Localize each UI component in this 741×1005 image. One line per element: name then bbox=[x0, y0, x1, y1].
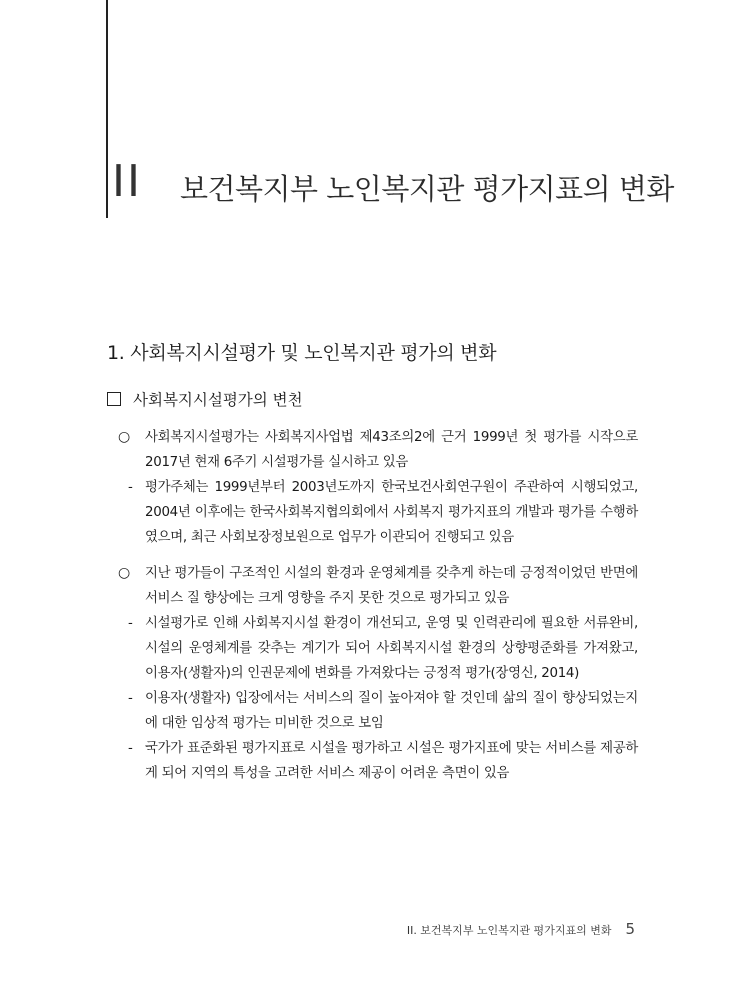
circle-bullet-icon: ○ bbox=[118, 429, 130, 445]
circle-bullet-icon: ○ bbox=[118, 565, 130, 581]
chapter-title: 보건복지부 노인복지관 평가지표의 변화 bbox=[180, 172, 674, 206]
page-number: 5 bbox=[625, 920, 635, 938]
dash-item bbox=[118, 611, 638, 686]
content-block-1 bbox=[118, 425, 638, 550]
bullet-text: 지난 평가들이 구조적인 시설의 환경과 운영체계를 갖추게 하는데 긍정적이었던 반면에 서비스 질 향상에는 크게 영향을 주지 못한 것으로 평가되고 있음 bbox=[145, 566, 638, 606]
subsection-heading bbox=[107, 388, 303, 410]
running-title: II. 보건복지부 노인복지관 평가지표의 변화 bbox=[406, 924, 612, 937]
chapter-number: II bbox=[112, 156, 142, 207]
subsection-title: 사회복지시설평가의 변천 bbox=[133, 391, 303, 409]
dash-text: 시설평가로 인해 사회복지시설 환경이 개선되고, 운영 및 인력관리에 필요한 서류완비, 시설의 운영체계를 갖추는 계기가 되어 사회복지시설 환경의 상향평준화를 가져왔고, 이용자(생활자)의 인권문제에 변화를 가져왔다는 긍정적 평가(장영신, 2014) bbox=[145, 616, 638, 681]
dash-marker: - bbox=[128, 691, 133, 706]
dash-item bbox=[118, 475, 638, 550]
dash-marker: - bbox=[128, 480, 133, 495]
dash-text: 이용자(생활자) 입장에서는 서비스의 질이 높아져야 할 것인데 삶의 질이 향상되었는지에 대한 임상적 평가는 미비한 것으로 보임 bbox=[145, 691, 638, 731]
dash-marker: - bbox=[128, 741, 133, 756]
dash-text: 국가가 표준화된 평가지표로 시설을 평가하고 시설은 평가지표에 맞는 서비스를 제공하게 되어 지역의 특성을 고려한 서비스 제공이 어려운 측면이 있음 bbox=[145, 741, 638, 781]
bullet-item bbox=[118, 561, 638, 611]
chapter-rule bbox=[106, 0, 108, 218]
dash-text: 평가주체는 1999년부터 2003년도까지 한국보건사회연구원이 주관하여 시행되었고, 2004년 이후에는 한국사회복지협의회에서 사회복지 평가지표의 개발과 평가를 수행하였으며, 최근 사회보장정보원으로 업무가 이관되어 진행되고 있음 bbox=[145, 480, 638, 545]
dash-marker: - bbox=[128, 616, 133, 631]
dash-item bbox=[118, 686, 638, 736]
content-block-2 bbox=[118, 561, 638, 786]
section-title: 1. 사회복지시설평가 및 노인복지관 평가의 변화 bbox=[107, 342, 497, 364]
dash-item bbox=[118, 736, 638, 786]
bullet-text: 사회복지시설평가는 사회복지사업법 제43조의2에 근거 1999년 첫 평가를 시작으로 2017년 현재 6주기 시설평가를 실시하고 있음 bbox=[145, 430, 638, 470]
bullet-item bbox=[118, 425, 638, 475]
checkbox-square-icon bbox=[107, 392, 121, 406]
page-footer bbox=[407, 920, 635, 938]
